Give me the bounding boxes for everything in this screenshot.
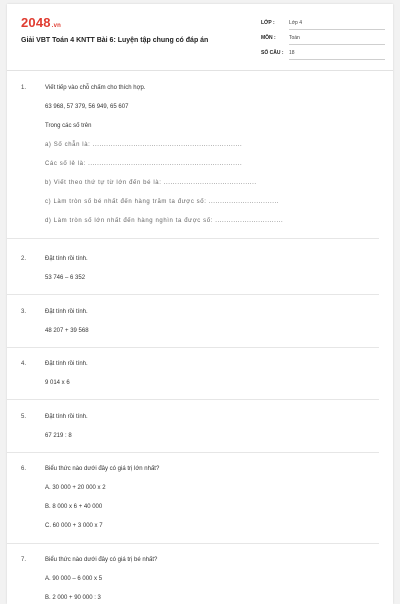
logo-tld: .vn xyxy=(51,23,62,29)
option-b[interactable]: B. 8 000 x 6 + 40 000 xyxy=(45,504,103,510)
site-logo[interactable] xyxy=(21,15,61,30)
divider xyxy=(7,543,379,544)
divider xyxy=(7,452,379,453)
question-line: 67 219 : 8 xyxy=(45,433,72,439)
question-number: 4. xyxy=(21,361,27,367)
question-number: 3. xyxy=(21,309,27,315)
divider xyxy=(7,294,379,295)
question-number: 6. xyxy=(21,466,27,472)
answer-line-round-thousand: d) Làm tròn số lớn nhất đến hàng nghìn ta được số: .............................. xyxy=(45,218,284,224)
question-prompt: Đặt tính rồi tính. xyxy=(45,309,88,315)
question-prompt: Biểu thức nào dưới đây có giá trị bé nhất? xyxy=(45,557,158,563)
meta-class-label: LỚP : xyxy=(261,20,275,26)
question-line: 63 968, 57 379, 56 949, 65 607 xyxy=(45,104,129,110)
question-prompt: Viết tiếp vào chỗ chấm cho thích hợp. xyxy=(45,85,146,91)
divider xyxy=(7,238,379,239)
question-line: 48 207 + 39 568 xyxy=(45,328,89,334)
question-prompt: Đặt tính rồi tính. xyxy=(45,361,88,367)
question-prompt: Biểu thức nào dưới đây có giá trị lớn nhất? xyxy=(45,466,160,472)
question-number: 5. xyxy=(21,414,27,420)
divider xyxy=(7,347,379,348)
option-c[interactable]: C. 60 000 + 3 000 x 7 xyxy=(45,523,103,529)
question-number: 7. xyxy=(21,557,27,563)
question-line: Trong các số trên xyxy=(45,123,92,129)
question-line: 9 014 x 6 xyxy=(45,380,70,386)
worksheet-header xyxy=(7,4,393,71)
answer-line-odd: Các số lẻ là: .................................................................... xyxy=(45,161,243,167)
page-title: Giải VBT Toán 4 KNTT Bài 6: Luyện tập chung có đáp án xyxy=(21,37,209,44)
answer-line-even: a) Số chẵn là: .................................................................. xyxy=(45,142,243,148)
question-number: 1. xyxy=(21,85,27,91)
option-a[interactable]: A. 30 000 + 20 000 x 2 xyxy=(45,485,106,491)
answer-line-order: b) Viết theo thứ tự từ lớn đến bé là: ......................................... xyxy=(45,180,257,186)
divider xyxy=(7,399,379,400)
meta-question-count-value: 18 xyxy=(289,50,385,60)
worksheet-page xyxy=(7,4,393,604)
meta-question-count-label: SỐ CÂU : xyxy=(261,50,284,56)
answer-line-round-hundred: c) Làm tròn số bé nhất đến hàng trăm ta được số: ............................... xyxy=(45,199,280,205)
meta-subject-value: Toán xyxy=(289,35,385,45)
question-line: 53 746 – 6 352 xyxy=(45,275,86,281)
option-a[interactable]: A. 90 000 – 6 000 x 5 xyxy=(45,576,103,582)
meta-class-value: Lớp 4 xyxy=(289,20,385,30)
question-number: 2. xyxy=(21,256,27,262)
logo-text: 2048 xyxy=(21,15,51,30)
meta-subject-label: MÔN : xyxy=(261,35,276,41)
question-prompt: Đặt tính rồi tính. xyxy=(45,256,88,262)
question-prompt: Đặt tính rồi tính. xyxy=(45,414,88,420)
option-b[interactable]: B. 2 000 + 90 000 : 3 xyxy=(45,595,101,601)
